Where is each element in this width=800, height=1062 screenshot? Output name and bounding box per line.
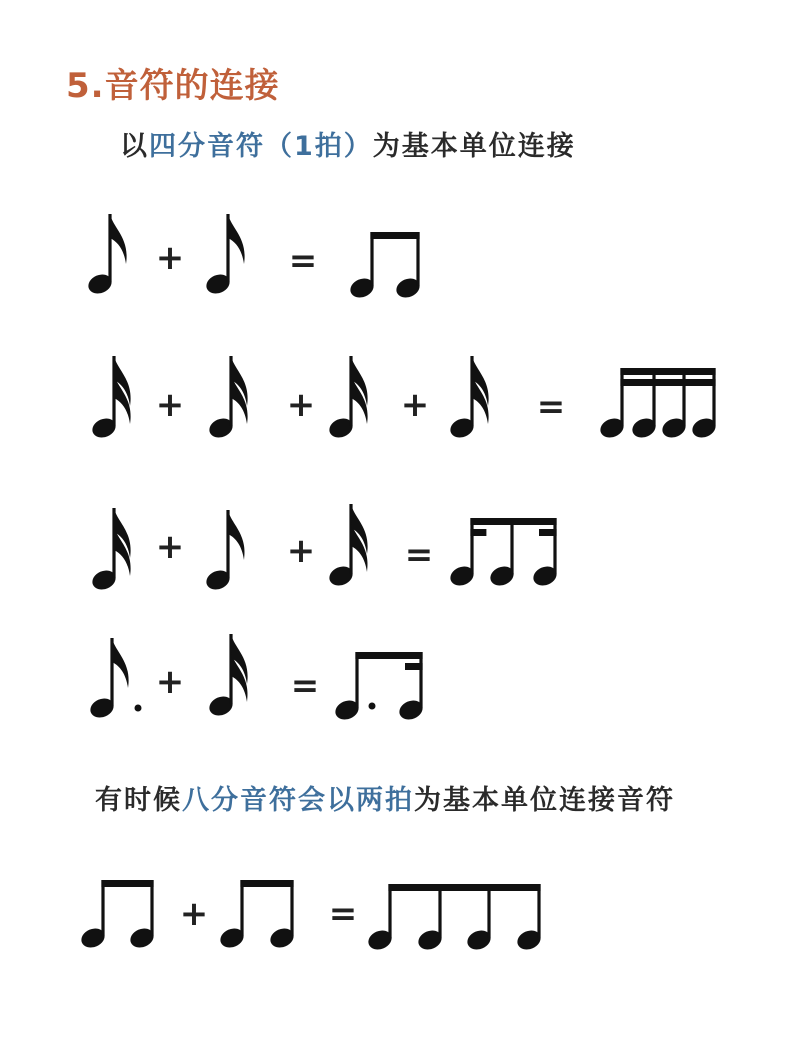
plus-sign: + [155, 238, 185, 278]
note-beam [539, 529, 557, 536]
equals-sign: = [404, 535, 434, 575]
intro-text-pre: 有时候 [95, 785, 182, 816]
equals-sign: = [290, 666, 320, 706]
intro-text-highlight: 八分音符会以两拍 [182, 785, 414, 816]
note-beam [355, 652, 422, 659]
plus-sign: + [400, 385, 430, 425]
augmentation-dot [369, 703, 376, 710]
section-title: 5.音符的连接 [66, 66, 280, 106]
note-beam [470, 529, 486, 536]
plus-sign: + [286, 385, 316, 425]
equals-sign: = [328, 894, 358, 934]
note-beam [388, 884, 540, 891]
note-beam [101, 880, 153, 887]
note-flag [112, 638, 129, 688]
intro-text-highlight: 四分音符（1拍） [149, 131, 373, 162]
plus-sign: + [155, 527, 185, 567]
intro-text-post: 为基本单位连接音符 [414, 785, 675, 816]
note-flag [228, 510, 245, 560]
note-beam [405, 663, 423, 670]
plus-sign: + [286, 531, 316, 571]
intro-text-pre: 以 [120, 131, 149, 162]
note-beam [370, 232, 419, 239]
plus-sign: + [155, 662, 185, 702]
equals-sign: = [288, 241, 318, 281]
plus-sign: + [155, 385, 185, 425]
intro-text-post: 为基本单位连接 [372, 131, 576, 162]
plus-sign: + [179, 894, 209, 934]
note-flag [110, 214, 127, 264]
note-beam [470, 518, 556, 525]
note-flag [228, 214, 245, 264]
note-beam [620, 379, 715, 386]
note-beam [240, 880, 293, 887]
augmentation-dot [135, 705, 142, 712]
equals-sign: = [536, 387, 566, 427]
note-beam [620, 368, 715, 375]
